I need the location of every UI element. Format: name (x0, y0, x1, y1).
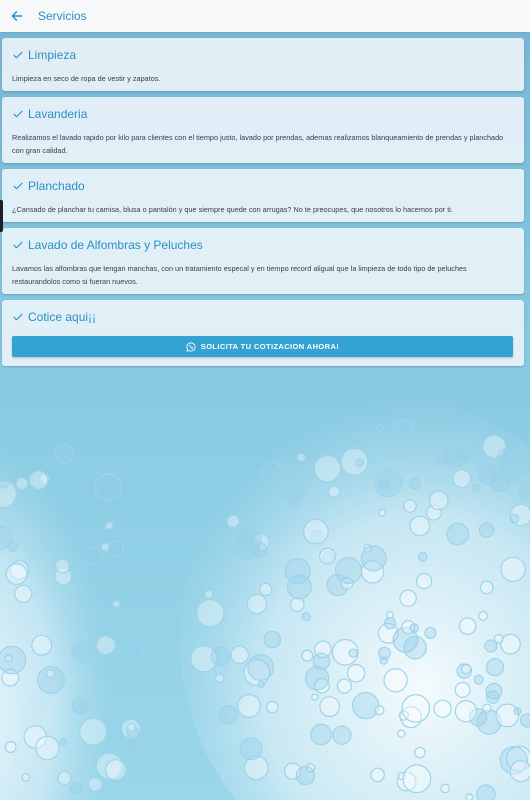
services-list (2, 38, 524, 372)
foam-bubble (501, 557, 525, 581)
check-icon (12, 49, 24, 61)
foam-bubble (260, 583, 272, 595)
service-description: Realizamos el lavado rapido por kilo para clientes con el tiempo justo, lavado por prendas, ademas realizamos blanqueamiento de prendas y planchado con gran calidad. (12, 133, 504, 155)
foam-bubble (441, 784, 450, 793)
foam-bubble (384, 669, 407, 692)
foam-bubble (55, 445, 73, 463)
foam-bubble (487, 659, 504, 676)
foam-bubble (356, 459, 363, 466)
foam-bubble (58, 772, 71, 785)
foam-bubble (337, 679, 351, 693)
foam-bubble (60, 738, 67, 745)
foam-bubble (519, 486, 530, 500)
foam-bubble (72, 641, 94, 663)
foam-bubble (85, 547, 102, 564)
foam-bubble (453, 470, 471, 488)
service-card-limpieza (2, 38, 524, 91)
foam-bubble (361, 546, 386, 571)
foam-bubble (510, 514, 519, 523)
foam-bubble (304, 519, 329, 544)
whatsapp-icon (186, 342, 196, 352)
service-card-planchado (2, 169, 524, 222)
foam-bubble (231, 646, 248, 663)
check-icon (12, 180, 24, 192)
foam-bubble (404, 637, 426, 659)
foam-bubble (5, 742, 16, 753)
foam-bubble (107, 541, 123, 557)
service-card-alfombras (2, 228, 524, 294)
quote-title: Cotice aqui¡¡ (28, 310, 97, 324)
foam-bubble (197, 600, 224, 627)
foam-bubble (264, 631, 280, 647)
foam-bubble (283, 481, 306, 504)
foam-bubble (402, 695, 429, 722)
foam-bubble (29, 471, 47, 489)
foam-bubble (296, 766, 314, 784)
foam-bubble (306, 667, 329, 690)
foam-bubble (320, 548, 336, 564)
foam-bubble (521, 714, 530, 727)
foam-bubble (329, 486, 340, 497)
foam-bubble (311, 724, 331, 744)
foam-bubble (462, 665, 471, 674)
foam-bubble (22, 774, 29, 781)
foam-bubble (313, 653, 329, 669)
foam-bubble (248, 655, 274, 681)
foam-bubble (252, 542, 267, 557)
service-description: Limpieza en seco de ropa de vestir y zapatos. (12, 74, 161, 83)
foam-bubble (403, 765, 431, 793)
foam-bubble (258, 681, 264, 687)
foam-bubble (447, 523, 468, 544)
foam-bubble (73, 698, 89, 714)
foam-bubble (95, 474, 121, 500)
page-title: Servicios (38, 9, 87, 23)
foam-bubble (127, 724, 135, 732)
foam-bubble (247, 594, 266, 613)
foam-bubble (479, 612, 488, 621)
foam-bubble (410, 516, 430, 536)
foam-bubble (455, 683, 470, 698)
foam-bubble (227, 515, 239, 527)
foam-bubble (377, 425, 384, 432)
foam-bubble (97, 636, 116, 655)
foam-bubble (106, 760, 127, 781)
foam-bubble (276, 466, 284, 474)
service-description: ¿Cansado de planchar tu camisa, blusa o pantalón y que siempre quede con arrugas? No te preocupes, que nosotros lo hacemos por ti. (12, 205, 453, 214)
foam-bubble (36, 736, 59, 759)
foam-bubble (487, 691, 499, 703)
foam-bubble (514, 708, 521, 715)
foam-bubble (444, 444, 468, 468)
service-card-lavanderia (2, 97, 524, 163)
foam-bubble (16, 478, 28, 490)
foam-bubble (238, 695, 261, 718)
foam-bubble (387, 612, 393, 618)
foam-bubble (128, 641, 144, 657)
foam-bubble (379, 509, 386, 516)
foam-bubble (379, 647, 391, 659)
foam-bubble (320, 697, 340, 717)
foam-bubble (375, 470, 402, 497)
foam-bubble (472, 485, 479, 492)
foam-bubble (425, 627, 436, 638)
arrow-left-icon (10, 9, 24, 23)
foam-bubble (397, 420, 413, 436)
foam-bubble (80, 718, 107, 745)
foam-bubble (434, 700, 451, 717)
foam-bubble (350, 432, 364, 446)
foam-bubble (211, 647, 230, 666)
back-button[interactable] (4, 0, 30, 32)
foam-bubble (125, 738, 141, 754)
service-description: Lavamos las alfombras que tengan manchas, con un tratamiento especal y en tiempo record aligual que la limpieza de todo tipo de peluches restaurandolos como si fueran nuevos. (12, 264, 467, 286)
foam-bubble (417, 574, 432, 589)
foam-bubble (353, 693, 379, 719)
check-icon (12, 239, 24, 251)
foam-bubble (510, 761, 530, 782)
foam-bubble (47, 670, 55, 678)
foam-bubble (477, 785, 496, 800)
foam-bubble (56, 559, 70, 573)
foam-bubble (455, 701, 476, 722)
foam-bubble (375, 706, 384, 715)
foam-bubble (400, 590, 416, 606)
foam-bubble (347, 665, 364, 682)
foam-bubble (466, 794, 473, 800)
foam-bubble (499, 458, 523, 482)
foam-bubble (349, 649, 357, 657)
foam-bubble (70, 783, 81, 794)
check-icon (12, 311, 24, 323)
foam-bubble (418, 553, 427, 562)
foam-bubble (113, 601, 120, 608)
foam-bubble (101, 543, 109, 551)
foam-bubble (430, 491, 448, 509)
foam-bubble (0, 476, 9, 488)
foam-bubble (459, 618, 475, 634)
foam-bubble (240, 738, 262, 760)
foam-bubble (205, 590, 213, 598)
foam-bubble (302, 613, 310, 621)
foam-bubble (219, 706, 237, 724)
foam-bubble (297, 453, 305, 461)
foam-bubble (15, 585, 32, 602)
service-title: Lavado de Alfombras y Peluches (28, 238, 203, 252)
foam-bubble (485, 640, 497, 652)
foam-bubble (333, 726, 351, 744)
foam-bubble (398, 730, 405, 737)
quote-card (2, 300, 524, 366)
foam-bubble (290, 598, 304, 612)
check-icon (12, 108, 24, 120)
foam-bubble (478, 463, 499, 484)
foam-bubble (215, 674, 223, 682)
foam-bubble (314, 456, 340, 482)
service-title: Planchado (28, 179, 85, 193)
foam-bubble (501, 634, 521, 654)
foam-bubble (479, 523, 493, 537)
foam-bubble (385, 618, 396, 629)
service-title: Limpieza (28, 48, 77, 62)
foam-bubble (496, 704, 519, 727)
foam-bubble (88, 778, 102, 792)
foam-bubble (32, 635, 52, 655)
foam-bubble (0, 646, 26, 673)
foam-bubble (336, 558, 362, 584)
foam-bubble (480, 581, 493, 594)
foam-bubble (474, 675, 483, 684)
foam-bubble (404, 500, 416, 512)
foam-bubble (410, 624, 418, 632)
foam-bubble (106, 522, 113, 529)
foam-bubble (267, 701, 278, 712)
foam-bubble (415, 747, 425, 757)
service-title: Lavanderia (28, 107, 88, 121)
request-quote-button[interactable] (12, 336, 513, 357)
foam-bubble (312, 694, 318, 700)
app-header (0, 0, 530, 32)
device-edge (0, 200, 3, 232)
foam-bubble (285, 559, 310, 584)
foam-bubble (409, 478, 420, 489)
foam-bubble (6, 564, 27, 585)
foam-bubble (302, 650, 313, 661)
foam-bubble (371, 768, 384, 781)
request-quote-label: SOLICITA TU COTIZACION AHORA! (200, 342, 340, 351)
